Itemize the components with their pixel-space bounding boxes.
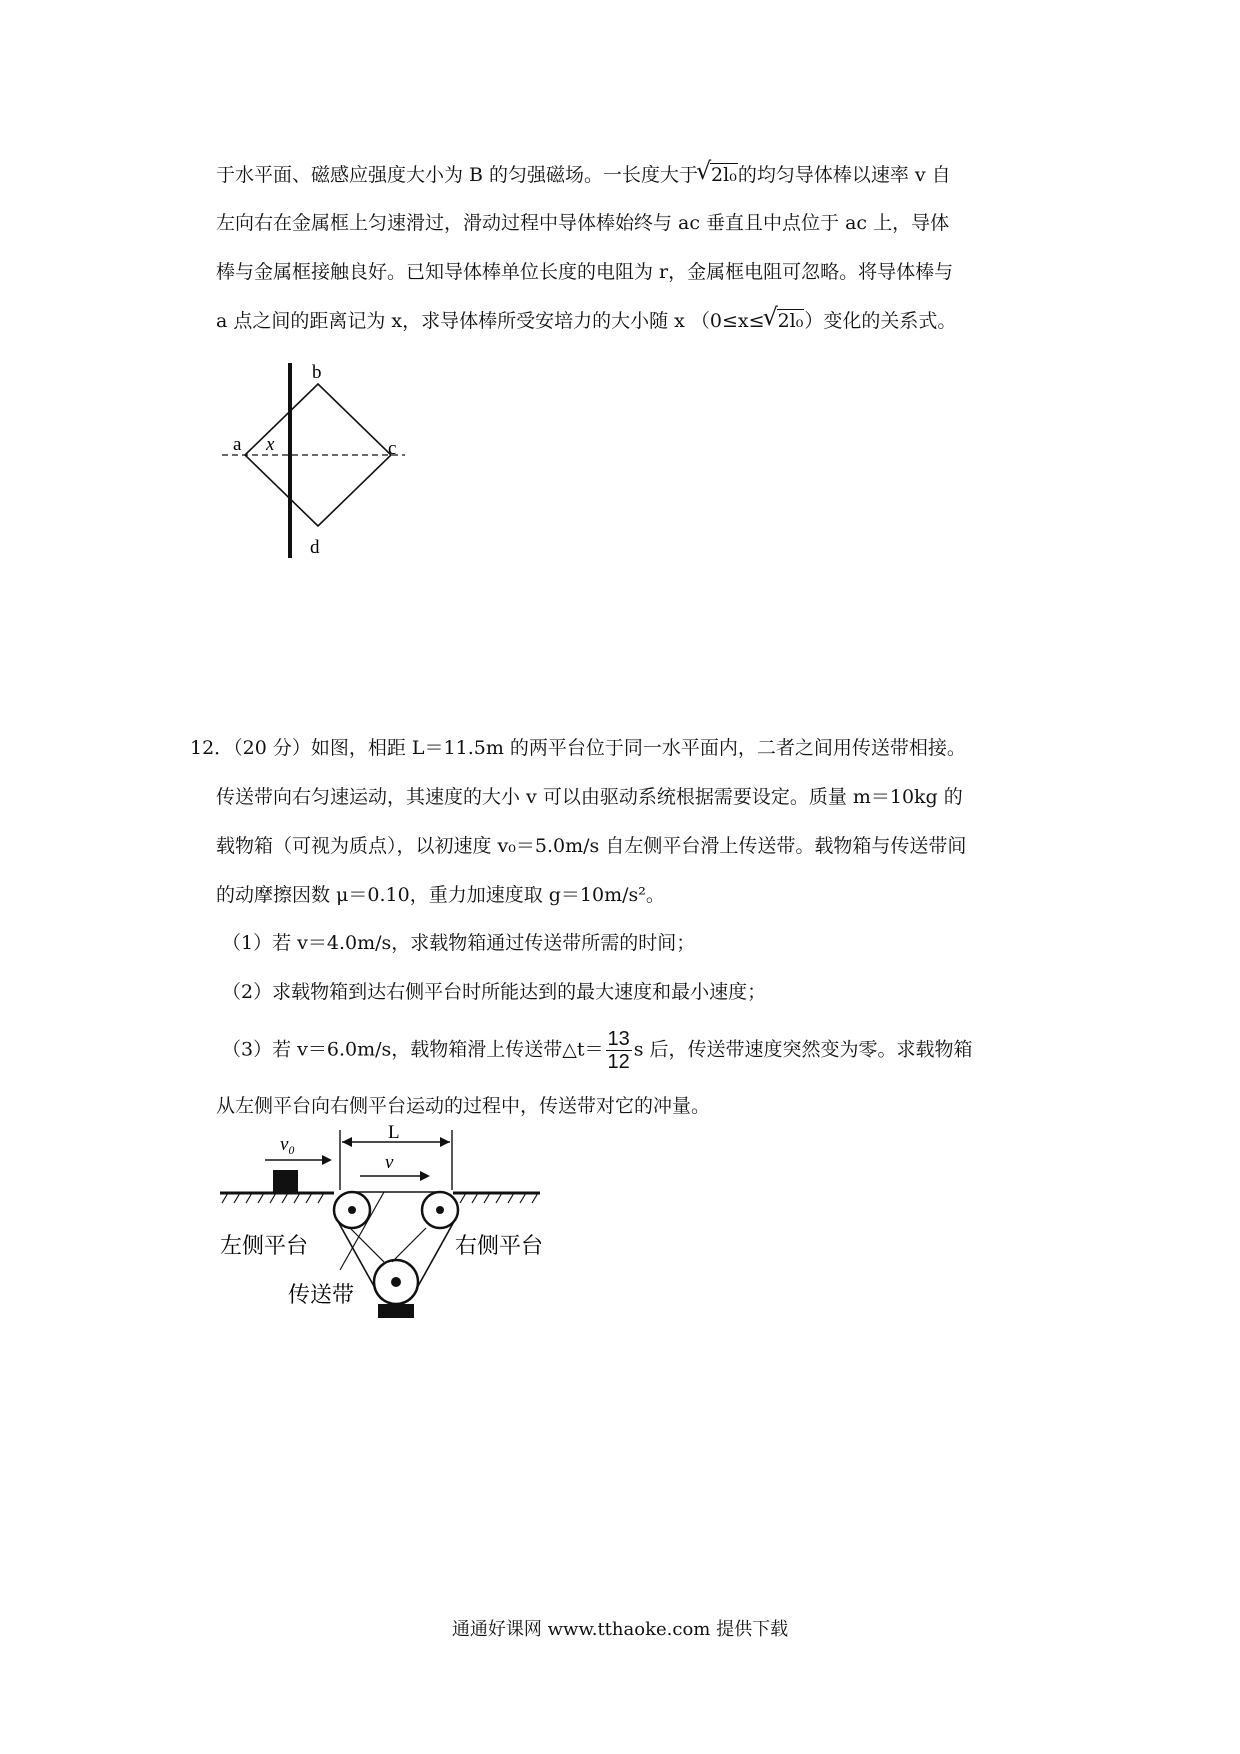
p12-line4: 的动摩擦因数 μ＝0.10，重力加速度取 g＝10m/s²。 — [216, 884, 665, 906]
p11-line1: 于水平面、磁感应强度大小为 B 的匀强磁场。一长度大于√ 2l₀的均匀导体棒以速率 v 自 — [216, 162, 951, 188]
label-a: a — [233, 434, 242, 455]
p12-line-last: 从左侧平台向右侧平台运动的过程中，传送带对它的冲量。 — [216, 1095, 711, 1117]
p12-sub1: （1）若 v＝4.0m/s，求载物箱通过传送带所需的时间； — [222, 932, 696, 954]
p12-sub3: （3）若 v＝6.0m/s，载物箱滑上传送带△t＝ $\frac{13}{12}$ s 后，传送带速度突然变为零。求载物箱 — [222, 1028, 973, 1073]
label-L: L — [388, 1122, 400, 1143]
label-v0: v₀ — [280, 1134, 296, 1155]
fraction-13-12: $\frac{13}{12}$ — [607, 1028, 630, 1073]
sqrt-expression: √ 2l₀ — [698, 162, 738, 188]
label-v: v — [385, 1152, 394, 1173]
p11-line3: 棒与金属框接触良好。已知导体棒单位长度的电阻为 r，金属框电阻可忽略。将导体棒与 — [216, 261, 954, 283]
sqrt-expression-range: √ 2l₀ — [765, 308, 805, 334]
right-platform — [453, 1193, 540, 1203]
page-footer: 通通好课网 www.tthaoke.com 提供下载 — [451, 1619, 789, 1640]
roller-bottom — [374, 1260, 418, 1304]
cargo-box — [273, 1170, 298, 1192]
label-d: d — [310, 537, 320, 558]
p12-line2: 传送带向右匀速运动，其速度的大小 v 可以由驱动系统根据需要设定。质量 m＝10kg 的 — [216, 786, 963, 808]
p12-line1: 12．（20 分）如图，相距 L＝11.5m 的两平台位于同一水平面内，二者之间用传送带相接。 — [190, 737, 966, 759]
label-left-platform: 左侧平台 — [220, 1234, 309, 1259]
label-b: b — [312, 362, 322, 383]
label-x: x — [266, 434, 275, 455]
left-platform — [220, 1193, 334, 1203]
label-c: c — [388, 438, 397, 459]
p12-sub2: （2）求载物箱到达右侧平台时所能达到的最大速度和最小速度； — [222, 981, 767, 1003]
label-belt: 传送带 — [288, 1283, 355, 1308]
p11-line4: a 点之间的距离记为 x，求导体棒所受安培力的大小随 x （0≤x≤√ 2l₀）变化的关系式。 — [216, 308, 956, 334]
label-right-platform: 右侧平台 — [455, 1234, 544, 1259]
p12-line3: 载物箱（可视为质点），以初速度 v₀＝5.0m/s 自左侧平台滑上传送带。载物箱与传送带间 — [216, 835, 967, 857]
motor-base — [378, 1304, 414, 1318]
p11-line2: 左向右在金属框上匀速滑过，滑动过程中导体棒始终与 ac 垂直且中点位于 ac 上，导体 — [216, 212, 950, 234]
